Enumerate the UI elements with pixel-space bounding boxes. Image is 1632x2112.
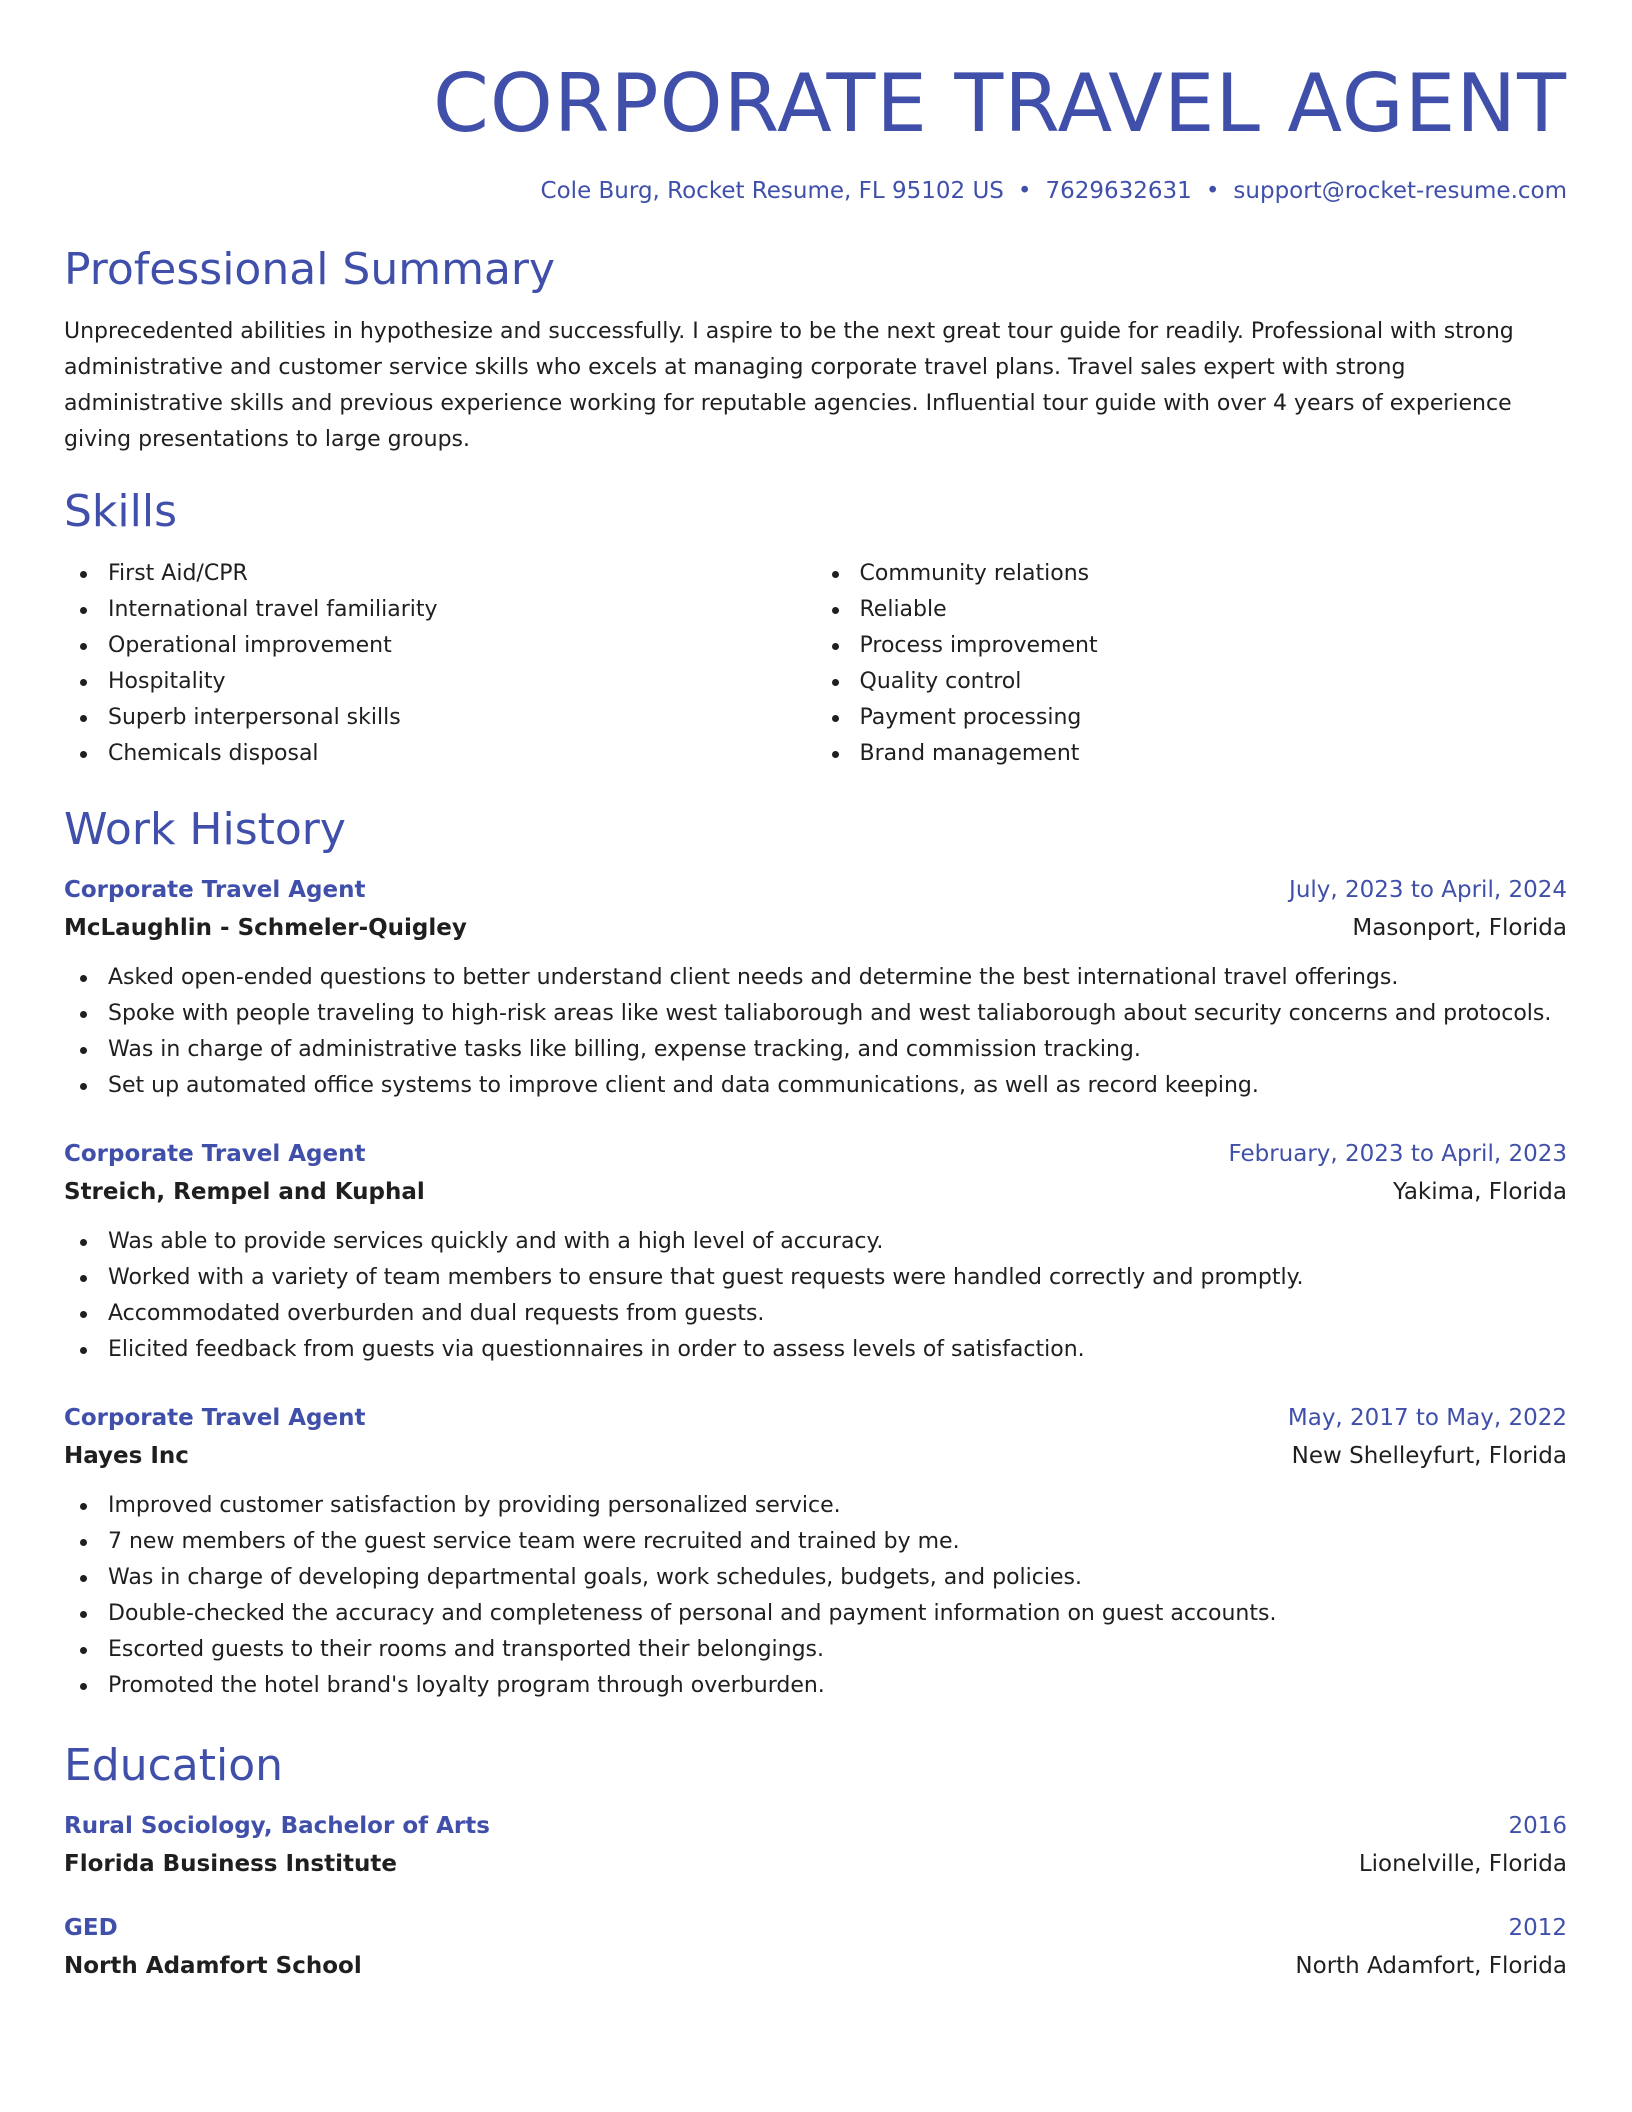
job-location: New Shelleyfurt, Florida — [1291, 1443, 1567, 1469]
education-entry — [64, 1910, 1567, 1986]
job-title-row — [64, 1136, 1567, 1172]
job-entry — [64, 1400, 1567, 1704]
job-duty: Elicited feedback from guests via questionnaires in order to assess levels of satisfaction. — [64, 1332, 1567, 1368]
education-degree-row — [64, 1808, 1567, 1844]
job-entry — [64, 872, 1567, 1104]
skill-item: Quality control — [816, 664, 1568, 700]
education-location: Lionelville, Florida — [1358, 1851, 1567, 1877]
job-duty: Was in charge of administrative tasks like billing, expense tracking, and commission tracking. — [64, 1032, 1567, 1068]
job-role: Corporate Travel Agent — [64, 1405, 366, 1431]
skill-item: Operational improvement — [64, 628, 816, 664]
education-entry — [64, 1808, 1567, 1884]
job-company: Hayes Inc — [64, 1443, 189, 1469]
skill-item: First Aid/CPR — [64, 556, 816, 592]
education-school: North Adamfort School — [64, 1953, 362, 1979]
job-dates: July, 2023 to April, 2024 — [1289, 877, 1567, 903]
education-degree-row — [64, 1910, 1567, 1946]
job-duty: Asked open-ended questions to better understand client needs and determine the best international travel offerings. — [64, 960, 1567, 996]
job-duty: Double-checked the accuracy and completeness of personal and payment information on guest accounts. — [64, 1596, 1567, 1632]
job-company-row — [64, 1172, 1567, 1212]
education-school: Florida Business Institute — [64, 1851, 397, 1877]
skills-column-left — [64, 556, 816, 772]
skill-item: Reliable — [816, 592, 1568, 628]
education-year: 2016 — [1508, 1813, 1567, 1839]
work-history-heading: Work History — [64, 804, 346, 855]
summary-text: Unprecedented abilities in hypothesize and successfully. I aspire to be the next great tour guide for readily. Professional with strong administrative and customer service skills who excels at managing corporate travel plans. Travel sales expert with strong administrative skills and previous experience working for reputable agencies. Influential tour guide with over 4 years of experience giving presentations to large groups. — [64, 319, 1514, 452]
skill-item: Process improvement — [816, 628, 1568, 664]
contact-line — [64, 174, 1567, 208]
job-title-row — [64, 872, 1567, 908]
skill-item: Community relations — [816, 556, 1568, 592]
education-degree: GED — [64, 1915, 118, 1941]
job-entry — [64, 1136, 1567, 1368]
skill-item: Chemicals disposal — [64, 736, 816, 772]
skills-column-right — [816, 556, 1568, 772]
education-year: 2012 — [1508, 1915, 1567, 1941]
job-company-row — [64, 1436, 1567, 1476]
skill-item: Hospitality — [64, 664, 816, 700]
job-duty: 7 new members of the guest service team were recruited and trained by me. — [64, 1524, 1567, 1560]
education-heading: Education — [64, 1740, 284, 1791]
job-duty: Was able to provide services quickly and with a high level of accuracy. — [64, 1224, 1567, 1260]
skill-item: International travel familiarity — [64, 592, 816, 628]
education-school-row — [64, 1844, 1567, 1884]
summary-heading: Professional Summary — [64, 244, 556, 295]
skills-heading: Skills — [64, 486, 178, 537]
job-duties — [64, 1224, 1567, 1368]
education-location: North Adamfort, Florida — [1295, 1953, 1567, 1979]
job-title-row — [64, 1400, 1567, 1436]
job-duties — [64, 960, 1567, 1104]
job-duty: Improved customer satisfaction by providing personalized service. — [64, 1488, 1567, 1524]
contact-separator: • — [1205, 178, 1220, 204]
job-company: Streich, Rempel and Kuphal — [64, 1179, 425, 1205]
skills-list — [64, 556, 1567, 772]
job-duty: Was in charge of developing departmental goals, work schedules, budgets, and policies. — [64, 1560, 1567, 1596]
job-dates: February, 2023 to April, 2023 — [1228, 1141, 1567, 1167]
skill-item: Brand management — [816, 736, 1568, 772]
resume-page — [64, 0, 1567, 1986]
job-duty: Promoted the hotel brand's loyalty program through overburden. — [64, 1668, 1567, 1704]
education-school-row — [64, 1946, 1567, 1986]
contact-separator: • — [1017, 178, 1032, 204]
job-duty: Set up automated office systems to improve client and data communications, as well as record keeping. — [64, 1068, 1567, 1104]
skill-item: Payment processing — [816, 700, 1568, 736]
job-location: Masonport, Florida — [1352, 915, 1567, 941]
job-duty: Accommodated overburden and dual requests from guests. — [64, 1296, 1567, 1332]
job-role: Corporate Travel Agent — [64, 877, 366, 903]
job-company-row — [64, 908, 1567, 948]
education-degree: Rural Sociology, Bachelor of Arts — [64, 1813, 490, 1839]
skill-item: Superb interpersonal skills — [64, 700, 816, 736]
job-duty: Worked with a variety of team members to ensure that guest requests were handled correctly and promptly. — [64, 1260, 1567, 1296]
resume-title: CORPORATE TRAVEL AGENT — [433, 57, 1567, 150]
job-duty: Spoke with people traveling to high-risk areas like west taliaborough and west taliaborough about security concerns and protocols. — [64, 996, 1567, 1032]
job-dates: May, 2017 to May, 2022 — [1287, 1405, 1567, 1431]
job-duty: Escorted guests to their rooms and transported their belongings. — [64, 1632, 1567, 1668]
contact-email: support@rocket-resume.com — [1233, 178, 1567, 204]
job-role: Corporate Travel Agent — [64, 1141, 366, 1167]
resume-header — [64, 0, 1567, 208]
job-duties — [64, 1488, 1567, 1704]
contact-address: Cole Burg, Rocket Resume, FL 95102 US — [540, 178, 1004, 204]
contact-phone: 7629632631 — [1045, 178, 1192, 204]
job-location: Yakima, Florida — [1392, 1179, 1567, 1205]
job-company: McLaughlin - Schmeler-Quigley — [64, 915, 467, 941]
